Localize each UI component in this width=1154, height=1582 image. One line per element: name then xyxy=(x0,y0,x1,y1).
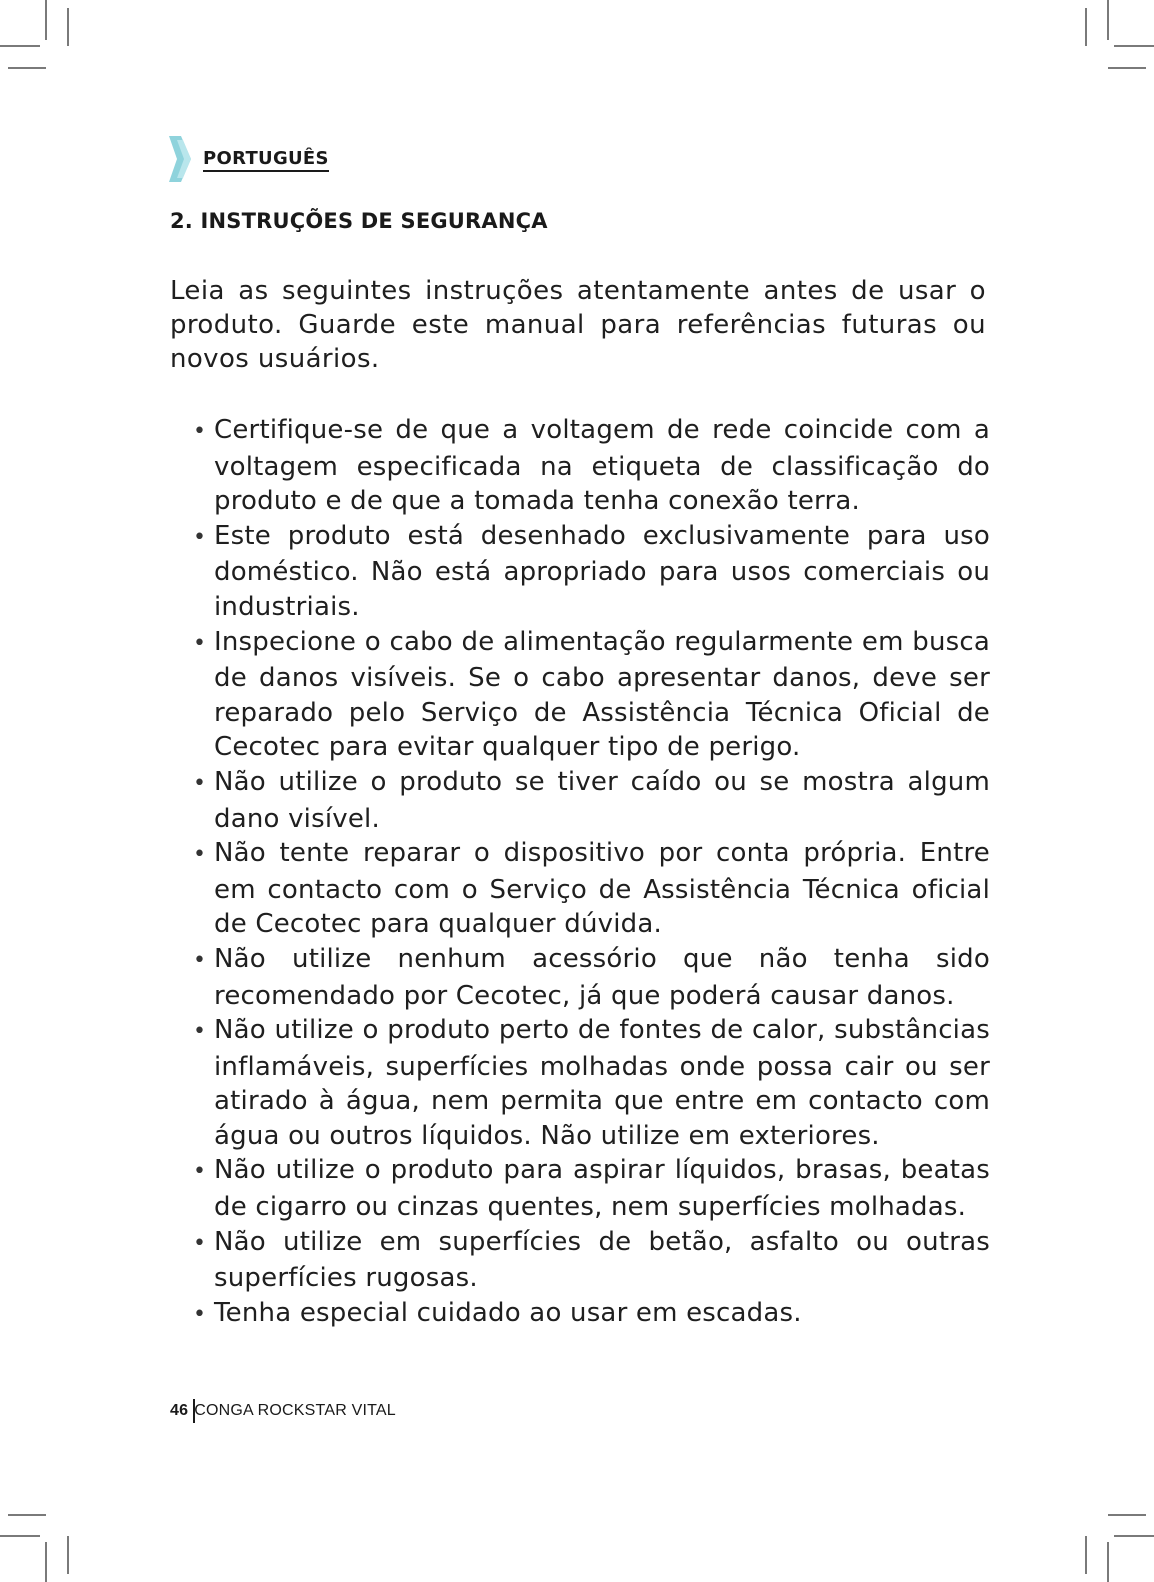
list-item-text: Este produto está desenhado exclusivamente para uso doméstico. Não está apropriado para usos comerciais ou industriais. xyxy=(214,520,990,622)
bullet-icon: • xyxy=(193,1230,207,1256)
crop-mark xyxy=(1107,1542,1109,1582)
list-item xyxy=(170,1296,990,1333)
section-title: 2. INSTRUÇÕES DE SEGURANÇA xyxy=(170,209,548,233)
crop-mark xyxy=(45,0,47,40)
list-item xyxy=(170,1153,990,1224)
bullet-icon: • xyxy=(193,524,207,550)
crop-mark xyxy=(1114,45,1154,47)
bullet-icon: • xyxy=(193,842,207,868)
list-item xyxy=(170,836,990,942)
crop-mark xyxy=(1108,1514,1146,1516)
list-item-text: Não utilize o produto se tiver caído ou se mostra algum dano visível. xyxy=(214,766,990,834)
bullet-icon: • xyxy=(193,947,207,973)
crop-mark xyxy=(8,1514,46,1516)
bullet-icon: • xyxy=(193,1019,207,1045)
list-item xyxy=(170,625,990,765)
bullet-icon: • xyxy=(193,1301,207,1327)
crop-mark xyxy=(67,8,69,46)
bullet-icon: • xyxy=(193,630,207,656)
bullet-icon: • xyxy=(193,1159,207,1185)
language-marker-icon xyxy=(169,136,195,182)
intro-paragraph: Leia as seguintes instruções atentamente antes de usar o produto. Guarde este manual para referências futuras ou novos usuários. xyxy=(170,276,986,374)
crop-mark xyxy=(8,67,46,69)
list-item-text: Não utilize nenhum acessório que não tenha sido recomendado por Cecotec, já que poderá causar danos. xyxy=(214,943,990,1011)
language-label: PORTUGUÊS xyxy=(203,148,329,172)
product-name: CONGA ROCKSTAR VITAL xyxy=(194,1402,396,1419)
safety-instructions-list xyxy=(170,413,990,1332)
crop-mark xyxy=(45,1542,47,1582)
list-item-text: Tenha especial cuidado ao usar em escadas. xyxy=(214,1297,802,1328)
crop-mark xyxy=(0,45,40,47)
list-item-text: Inspecione o cabo de alimentação regularmente em busca de danos visíveis. Se o cabo apresentar danos, deve ser reparado pelo Serviço de Assistência Técnica Oficial de Cecotec para evitar qualquer tipo de perigo. xyxy=(214,626,990,763)
list-item-text: Não utilize o produto para aspirar líquidos, brasas, beatas de cigarro ou cinzas quentes, nem superfícies molhadas. xyxy=(214,1155,990,1223)
page-number: 46 xyxy=(170,1402,189,1419)
bullet-icon: • xyxy=(193,770,207,796)
crop-mark xyxy=(1085,1536,1087,1574)
list-item-text: Não utilize em superfícies de betão, asfalto ou outras superfícies rugosas. xyxy=(214,1226,990,1294)
crop-mark xyxy=(0,1535,40,1537)
crop-mark xyxy=(1085,8,1087,46)
list-item-text: Não utilize o produto perto de fontes de calor, substâncias inflamáveis, superfícies molhadas onde possa cair ou ser atirado à água, nem permita que entre em contacto com água ou outros líquidos. Não utilize em exteriores. xyxy=(214,1015,990,1151)
crop-mark xyxy=(1114,1535,1154,1537)
page-footer xyxy=(170,1400,396,1422)
list-item-text: Não tente reparar o dispositivo por conta própria. Entre em contacto com o Serviço de Assistência Técnica oficial de Cecotec para qualquer dúvida. xyxy=(214,838,990,940)
list-item xyxy=(170,519,990,625)
list-item xyxy=(170,1225,990,1296)
crop-mark xyxy=(67,1536,69,1574)
list-item xyxy=(170,413,990,519)
list-item xyxy=(170,942,990,1013)
list-item xyxy=(170,765,990,836)
list-item-text: Certifique-se de que a voltagem de rede coincide com a voltagem especificada na etiqueta de classificação do produto e de que a tomada tenha conexão terra. xyxy=(214,415,990,517)
list-item xyxy=(170,1013,990,1153)
bullet-icon: • xyxy=(193,419,207,444)
language-header xyxy=(169,136,469,182)
crop-mark xyxy=(1108,67,1146,69)
crop-mark xyxy=(1107,0,1109,40)
